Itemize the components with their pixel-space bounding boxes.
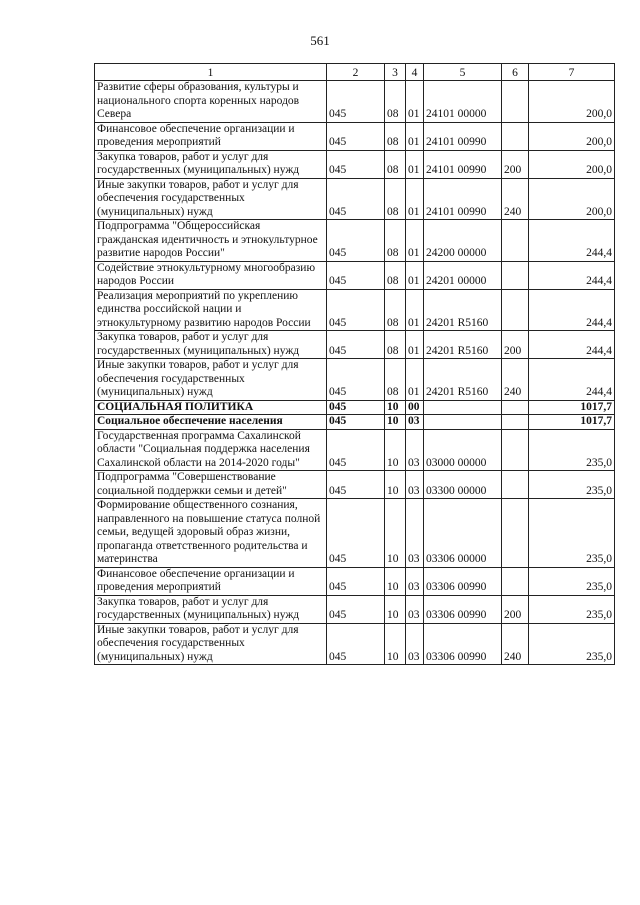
subsection-code: 01 (406, 220, 424, 262)
row-name: Государственная программа Сахалинской области "Социальная поддержка населения Сахалинской области на 2014-2020 годы" (95, 429, 327, 471)
section-code: 10 (385, 595, 406, 623)
page-number: 561 (310, 33, 330, 48)
amount: 244,4 (529, 220, 615, 262)
subsection-code: 01 (406, 178, 424, 220)
row-name: Финансовое обеспечение организации и проведения мероприятий (95, 567, 327, 595)
expense-type-code: 240 (502, 359, 529, 401)
amount: 1017,7 (529, 400, 615, 415)
amount: 244,4 (529, 359, 615, 401)
ministry-code: 045 (327, 471, 385, 499)
expense-type-code: 200 (502, 595, 529, 623)
subsection-code: 03 (406, 429, 424, 471)
row-name: Финансовое обеспечение организации и проведения мероприятий (95, 122, 327, 150)
table-row (95, 567, 615, 595)
target-article-code (424, 415, 502, 430)
subsection-code: 00 (406, 400, 424, 415)
table-row (95, 499, 615, 568)
section-code: 08 (385, 81, 406, 123)
ministry-code: 045 (327, 567, 385, 595)
subsection-code: 03 (406, 567, 424, 595)
ministry-code: 045 (327, 220, 385, 262)
target-article-code: 03306 00000 (424, 499, 502, 568)
amount: 235,0 (529, 499, 615, 568)
column-header: 4 (406, 64, 424, 81)
expense-type-code (502, 400, 529, 415)
section-code: 08 (385, 122, 406, 150)
expense-type-code: 240 (502, 623, 529, 665)
ministry-code: 045 (327, 150, 385, 178)
subsection-code: 03 (406, 499, 424, 568)
target-article-code: 24101 00990 (424, 178, 502, 220)
row-name: Реализация мероприятий по укреплению единства российской нации и этнокультурному развитию народов России (95, 289, 327, 331)
ministry-code: 045 (327, 429, 385, 471)
section-code: 08 (385, 261, 406, 289)
table-row (95, 400, 615, 415)
ministry-code: 045 (327, 400, 385, 415)
column-header: 5 (424, 64, 502, 81)
expense-type-code: 240 (502, 178, 529, 220)
amount: 235,0 (529, 623, 615, 665)
row-name: Иные закупки товаров, работ и услуг для обеспечения государственных (муниципальных) нужд (95, 623, 327, 665)
row-name: СОЦИАЛЬНАЯ ПОЛИТИКА (95, 400, 327, 415)
target-article-code: 24201 00000 (424, 261, 502, 289)
amount: 235,0 (529, 429, 615, 471)
subsection-code: 03 (406, 471, 424, 499)
expense-type-code (502, 220, 529, 262)
section-code: 08 (385, 289, 406, 331)
row-name: Содействие этнокультурному многообразию народов России (95, 261, 327, 289)
table-row (95, 150, 615, 178)
target-article-code: 24200 00000 (424, 220, 502, 262)
table-row (95, 471, 615, 499)
subsection-code: 01 (406, 289, 424, 331)
row-name: Закупка товаров, работ и услуг для государственных (муниципальных) нужд (95, 595, 327, 623)
subsection-code: 03 (406, 595, 424, 623)
target-article-code: 24201 R5160 (424, 359, 502, 401)
table-row (95, 178, 615, 220)
expense-type-code (502, 261, 529, 289)
section-code: 10 (385, 623, 406, 665)
amount: 244,4 (529, 261, 615, 289)
ministry-code: 045 (327, 81, 385, 123)
section-code: 10 (385, 471, 406, 499)
subsection-code: 01 (406, 150, 424, 178)
row-name: Развитие сферы образования, культуры и национального спорта коренных народов Севера (95, 81, 327, 123)
row-name: Формирование общественного сознания, направленного на повышение статуса полной семьи, ведущей здоровый образ жизни, пропаганда ответственного родительства и материнства (95, 499, 327, 568)
table-row (95, 261, 615, 289)
amount: 235,0 (529, 471, 615, 499)
row-name: Социальное обеспечение населения (95, 415, 327, 430)
table-row (95, 359, 615, 401)
table-row (95, 331, 615, 359)
ministry-code: 045 (327, 499, 385, 568)
table-body (95, 81, 615, 665)
subsection-code: 03 (406, 623, 424, 665)
subsection-code: 01 (406, 81, 424, 123)
table-row (95, 220, 615, 262)
row-name: Закупка товаров, работ и услуг для государственных (муниципальных) нужд (95, 331, 327, 359)
amount: 200,0 (529, 178, 615, 220)
section-code: 08 (385, 178, 406, 220)
column-header: 1 (95, 64, 327, 81)
section-code: 10 (385, 567, 406, 595)
target-article-code: 03306 00990 (424, 595, 502, 623)
ministry-code: 045 (327, 122, 385, 150)
expense-type-code: 200 (502, 150, 529, 178)
table-row (95, 81, 615, 123)
expense-type-code (502, 81, 529, 123)
amount: 200,0 (529, 122, 615, 150)
section-code: 08 (385, 150, 406, 178)
expense-type-code (502, 415, 529, 430)
column-header: 7 (529, 64, 615, 81)
section-code: 10 (385, 400, 406, 415)
amount: 1017,7 (529, 415, 615, 430)
subsection-code: 01 (406, 122, 424, 150)
expense-type-code: 200 (502, 331, 529, 359)
table-header-row (95, 64, 615, 81)
section-code: 10 (385, 429, 406, 471)
subsection-code: 03 (406, 415, 424, 430)
target-article-code: 24101 00990 (424, 150, 502, 178)
expense-type-code (502, 567, 529, 595)
target-article-code: 24101 00990 (424, 122, 502, 150)
row-name: Подпрограмма "Совершенствование социальной поддержки семьи и детей" (95, 471, 327, 499)
ministry-code: 045 (327, 289, 385, 331)
target-article-code (424, 400, 502, 415)
amount: 200,0 (529, 150, 615, 178)
ministry-code: 045 (327, 261, 385, 289)
section-code: 10 (385, 499, 406, 568)
table-row (95, 595, 615, 623)
expense-type-code (502, 122, 529, 150)
amount: 244,4 (529, 331, 615, 359)
column-header: 2 (327, 64, 385, 81)
target-article-code: 24201 R5160 (424, 331, 502, 359)
section-code: 10 (385, 415, 406, 430)
ministry-code: 045 (327, 415, 385, 430)
ministry-code: 045 (327, 359, 385, 401)
column-header: 3 (385, 64, 406, 81)
table-row (95, 122, 615, 150)
row-name: Иные закупки товаров, работ и услуг для обеспечения государственных (муниципальных) нужд (95, 359, 327, 401)
amount: 200,0 (529, 81, 615, 123)
ministry-code: 045 (327, 595, 385, 623)
section-code: 08 (385, 359, 406, 401)
expense-type-code (502, 289, 529, 331)
table-row (95, 429, 615, 471)
amount: 235,0 (529, 595, 615, 623)
target-article-code: 03306 00990 (424, 623, 502, 665)
section-code: 08 (385, 220, 406, 262)
table-row (95, 289, 615, 331)
row-name: Подпрограмма "Общероссийская гражданская идентичность и этнокультурное развитие народов России" (95, 220, 327, 262)
subsection-code: 01 (406, 261, 424, 289)
ministry-code: 045 (327, 331, 385, 359)
table-row (95, 415, 615, 430)
subsection-code: 01 (406, 331, 424, 359)
target-article-code: 03306 00990 (424, 567, 502, 595)
target-article-code: 24101 00000 (424, 81, 502, 123)
section-code: 08 (385, 331, 406, 359)
target-article-code: 24201 R5160 (424, 289, 502, 331)
row-name: Закупка товаров, работ и услуг для государственных (муниципальных) нужд (95, 150, 327, 178)
expense-type-code (502, 471, 529, 499)
target-article-code: 03000 00000 (424, 429, 502, 471)
budget-table (94, 63, 615, 665)
column-header: 6 (502, 64, 529, 81)
table-row (95, 623, 615, 665)
expense-type-code (502, 499, 529, 568)
expense-type-code (502, 429, 529, 471)
amount: 244,4 (529, 289, 615, 331)
subsection-code: 01 (406, 359, 424, 401)
amount: 235,0 (529, 567, 615, 595)
row-name: Иные закупки товаров, работ и услуг для обеспечения государственных (муниципальных) нужд (95, 178, 327, 220)
ministry-code: 045 (327, 623, 385, 665)
target-article-code: 03300 00000 (424, 471, 502, 499)
ministry-code: 045 (327, 178, 385, 220)
